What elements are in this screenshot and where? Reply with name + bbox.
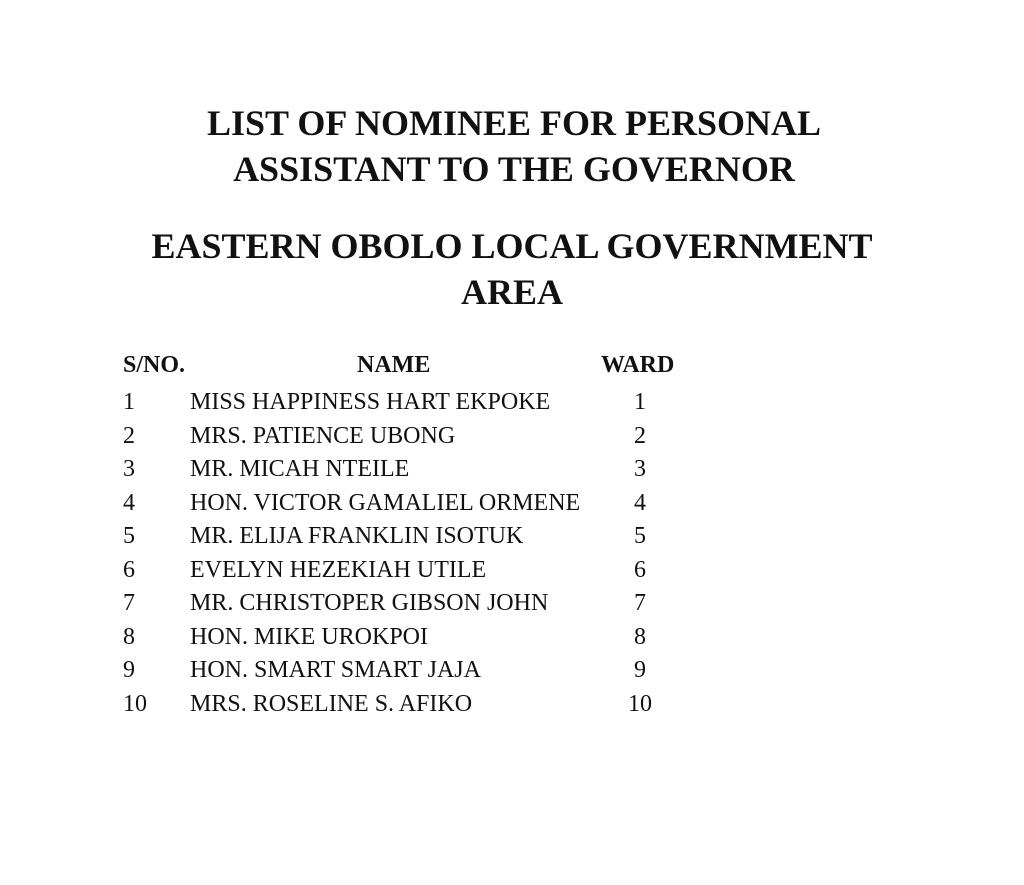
row-name: EVELYN HEZEKIAH UTILE [190,556,487,583]
row-ward: 9 [634,657,646,683]
row-ward: 2 [634,422,646,449]
row-sno: 9 [123,657,135,683]
row-ward: 3 [634,456,646,482]
table-row [0,454,1024,488]
table-row [0,521,1024,555]
subtitle-line-1: EASTERN OBOLO LOCAL GOVERNMENT [151,226,873,266]
table-row [0,655,1024,689]
subtitle-line-2: AREA [460,272,563,312]
row-ward: 6 [634,556,646,583]
row-sno: 3 [123,456,135,482]
row-name: HON. SMART SMART JAJA [190,657,481,683]
row-name: MISS HAPPINESS HART EKPOKE [190,389,551,415]
row-name: MR. MICAH NTEILE [190,456,410,482]
table-row [0,421,1024,455]
row-ward: 1 [634,389,646,415]
column-header-sno: S/NO. [123,352,186,378]
row-sno: 10 [123,690,147,717]
row-sno: 8 [123,623,135,650]
table-row [0,488,1024,522]
row-ward: 5 [634,523,646,549]
row-name: HON. VICTOR GAMALIEL ORMENE [190,489,581,516]
table-row [0,555,1024,589]
row-sno: 6 [123,556,135,583]
row-ward: 10 [628,690,652,717]
column-header-name: NAME [357,352,431,378]
row-sno: 5 [123,523,135,549]
row-ward: 4 [634,489,646,516]
row-sno: 1 [123,389,135,415]
document-subtitle [0,223,1024,315]
column-header-ward: WARD [601,352,675,378]
row-name: MR. ELIJA FRANKLIN ISOTUK [190,523,524,549]
row-sno: 7 [123,590,135,616]
row-sno: 2 [123,422,135,449]
table-row [0,588,1024,622]
row-sno: 4 [123,489,135,516]
table-row [0,689,1024,723]
row-ward: 8 [634,623,646,650]
title-line-2: ASSISTANT TO THE GOVERNOR [233,149,795,189]
row-ward: 7 [634,590,646,616]
document-title [0,100,1024,192]
row-name: MRS. PATIENCE UBONG [190,422,456,449]
row-name: MRS. ROSELINE S. AFIKO [190,690,473,717]
table-row [0,622,1024,656]
table-header [0,349,1024,387]
nominee-table [0,349,1024,722]
title-line-1: LIST OF NOMINEE FOR PERSONAL [206,103,822,143]
row-name: MR. CHRISTOPER GIBSON JOHN [190,590,549,616]
row-name: HON. MIKE UROKPOI [190,623,428,650]
table-row [0,387,1024,421]
